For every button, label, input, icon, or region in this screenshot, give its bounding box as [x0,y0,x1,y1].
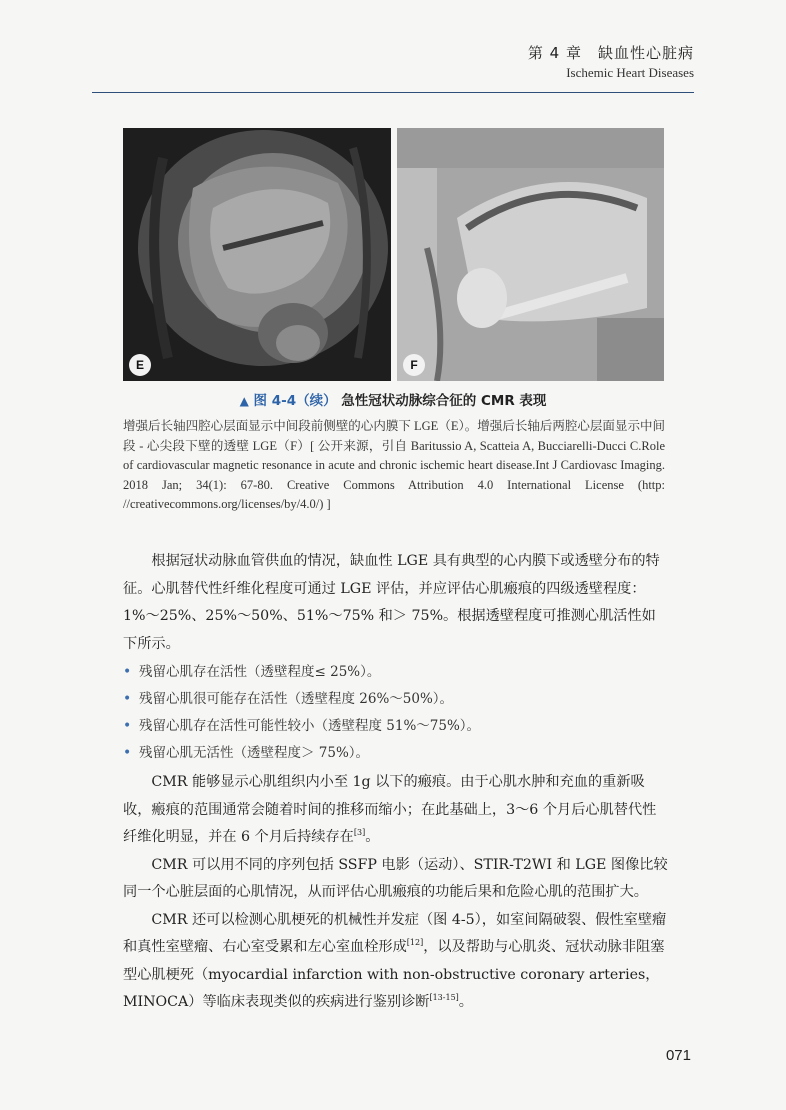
running-header [528,42,694,81]
figure-number: 图 4-4（续） [253,393,337,409]
bullet-icon: • [123,691,132,707]
bullet-icon: • [123,664,132,680]
list-item: • 残留心肌存在活性（透壁程度≤ 25%）。 [123,659,668,686]
bullet-icon: • [123,745,132,761]
list-item: • 残留心肌存在活性可能性较小（透壁程度 51%～75%）。 [123,713,668,740]
panel-label-e: E [129,354,151,376]
figure-caption-text: 增强后长轴四腔心层面显示中间段前侧壁的心内膜下 LGE（E）。增强后长轴后两腔心层面显示中间段 - 心尖段下壁的透壁 LGE（F）[ 公开来源，引自 Baritussio A, Scatteia A, Bucciarelli-Ducci C.Role of cardiovascular magnetic resonance in acute and chronic ischemic heart disease.Int J Cardiovasc Imaging. 2018 Jan; 34(1): 67-80. Creative Commons Attribution 4.0 International License (http: //creativecommons.org/licenses/by/4.0/) ] [123,419,665,511]
citation-ref: [13-15] [429,993,459,1002]
header-rule [92,92,694,93]
paragraph-1: 根据冠状动脉血管供血的情况，缺血性 LGE 具有典型的心内膜下或透壁分布的特征。心肌替代性纤维化程度可通过 LGE 评估，并应评估心肌瘢痕的四级透壁程度：1%～25%、25%～50%、51%～75% 和＞ 75%。根据透壁程度可推测心肌活性如下所示。 [123,553,660,652]
chapter-title-en: Ischemic Heart Diseases [566,65,694,80]
figure-title [0,389,786,409]
figure-title-text: 急性冠状动脉综合征的 CMR 表现 [341,393,547,409]
paragraph-4: CMR 还可以检测心肌梗死的机械性并发症（图 4-5），如室间隔破裂、假性室壁瘤和真性室壁瘤、右心室受累和左心室血栓形成[12]，以及帮助与心肌炎、冠状动脉非阻塞型心肌梗死（myocardial infarction with non-obstructive coronary arteries，MINOCA）等临床表现类似的疾病进行鉴别诊断[13-15]。 [123,911,667,1010]
page-number: 071 [665,1047,691,1064]
bullet-icon: • [123,718,132,734]
cmr-image-e [123,128,391,381]
panel-label-f: F [403,354,425,376]
chapter-title: 第 4 章 缺血性心脏病 [527,44,694,62]
triangle-icon: ▲ [239,394,249,408]
list-item: • 残留心肌无活性（透壁程度＞ 75%）。 [123,740,668,767]
citation-ref: [3] [353,828,366,837]
viability-list [123,659,668,767]
body-text [123,548,668,1017]
paragraph-2: CMR 能够显示心肌组织内小至 1g 以下的瘢痕。由于心肌水肿和充血的重新吸收，瘢痕的范围通常会随着时间的推移而缩小；在此基础上，3～6 个月后心肌替代性纤维化明显，并在 6 个月后持续存在[3]。 [123,774,657,845]
citation-ref: [12] [406,938,424,947]
list-item: • 残留心肌很可能存在活性（透壁程度 26%～50%）。 [123,686,668,713]
paragraph-3: CMR 可以用不同的序列包括 SSFP 电影（运动）、STIR-T2WI 和 LGE 图像比较同一个心脏层面的心肌情况，从而评估心肌瘢痕的功能后果和危险心肌的范围扩大。 [123,856,668,900]
cmr-image-f [397,128,664,381]
figure-caption [123,417,665,515]
